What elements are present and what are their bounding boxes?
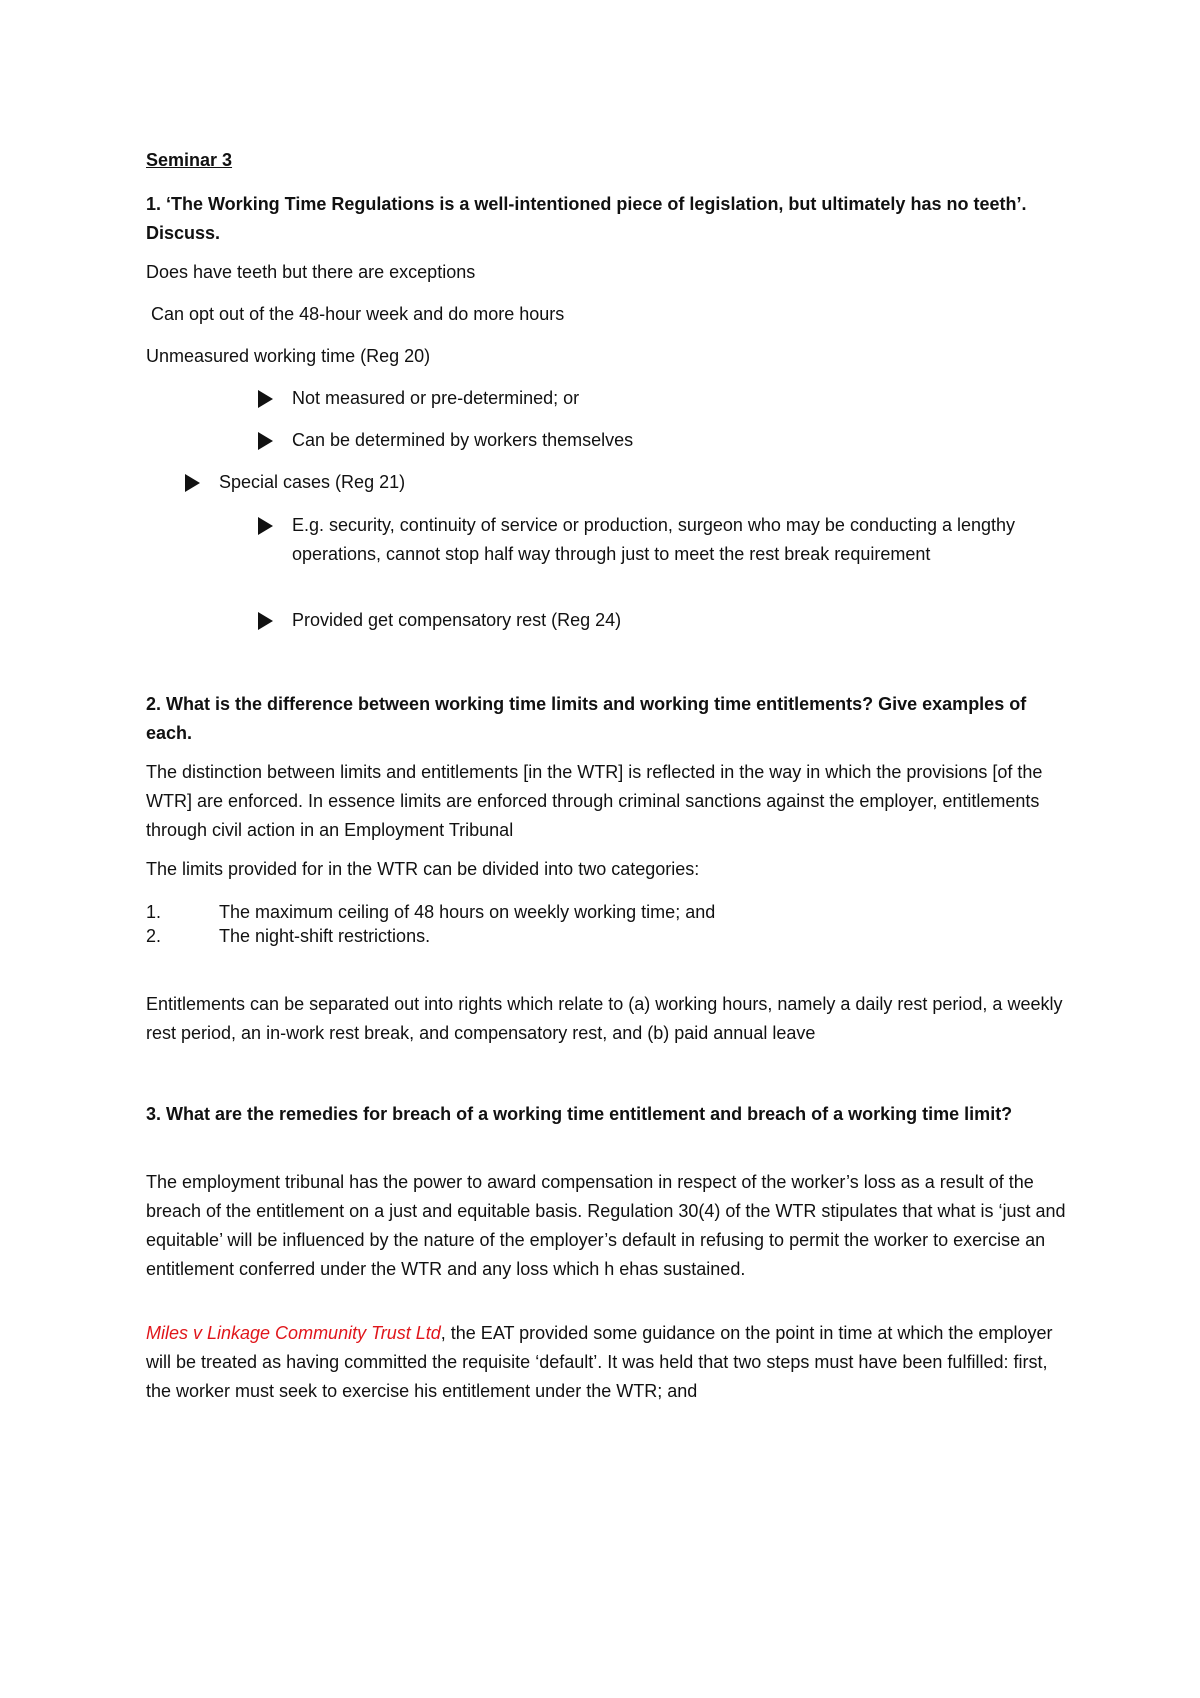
q3-paragraph-2 <box>146 1319 1076 1406</box>
list-item-text: The night-shift restrictions. <box>219 926 431 946</box>
list-item-text: Can be determined by workers themselves <box>292 430 634 450</box>
list-item-text: Not measured or pre-determined; or <box>292 388 580 408</box>
list-number: 2. <box>146 926 162 946</box>
page-title: Seminar 3 <box>146 150 233 170</box>
list-item-text: E.g. security, continuity of service or production, surgeon who may be conducting a lengthy operations, cannot stop half way through just to meet the rest break requirement <box>292 515 1016 564</box>
q3-paragraph-2-text: , the EAT provided some guidance on the point in time at which the employer will be treated as having committed the requisite ‘default’. It was held that two steps must have been fulfilled: first, the worker must seek to exercise his entitlement under the WTR; and <box>146 1323 1053 1401</box>
right-arrow-bullet-icon <box>258 517 273 535</box>
question-2-heading: 2. What is the difference between working time limits and working time entitlements? Give examples of each. <box>146 694 1027 743</box>
list-item-text: Provided get compensatory rest (Reg 24) <box>292 610 622 630</box>
q2-paragraph-2: The limits provided for in the WTR can be divided into two categories: <box>146 859 700 879</box>
special-cases-label: Special cases (Reg 21) <box>219 472 406 492</box>
right-arrow-bullet-icon <box>258 612 273 630</box>
list-item-text: The maximum ceiling of 48 hours on weekly working time; and <box>219 902 716 922</box>
list-number: 1. <box>146 902 162 922</box>
q1-answer-line-1: Does have teeth but there are exceptions <box>146 262 476 282</box>
case-name: Miles v Linkage Community Trust Ltd <box>146 1323 441 1343</box>
right-arrow-bullet-icon <box>258 390 273 408</box>
question-3-heading: 3. What are the remedies for breach of a working time entitlement and breach of a working time limit? <box>146 1104 1013 1124</box>
q1-answer-line-2: Can opt out of the 48-hour week and do more hours <box>146 304 565 324</box>
q3-paragraph-1: The employment tribunal has the power to award compensation in respect of the worker’s loss as a result of the breach of the entitlement on a just and equitable basis. Regulation 30(4) of the WTR stipulates that what is ‘just and equitable’ will be influenced by the nature of the employer’s default in refusing to permit the worker to exercise an entitlement conferred under the WTR and any loss which h ehas sustained. <box>146 1172 1066 1279</box>
question-1-heading: 1. ‘The Working Time Regulations is a well-intentioned piece of legislation, but ultimately has no teeth’. Discuss. <box>146 194 1027 243</box>
q2-paragraph-3: Entitlements can be separated out into rights which relate to (a) working hours, namely a daily rest period, a weekly rest period, an in-work rest break, and compensatory rest, and (b) paid annual leave <box>146 994 1063 1043</box>
right-arrow-bullet-icon <box>258 432 273 450</box>
q2-paragraph-1: The distinction between limits and entitlements [in the WTR] is reflected in the way in which the provisions [of the WTR] are enforced. In essence limits are enforced through criminal sanctions against the employer, entitlements through civil action in an Employment Tribunal <box>146 762 1043 840</box>
right-arrow-bullet-icon <box>185 474 200 492</box>
q1-unmeasured-heading: Unmeasured working time (Reg 20) <box>146 346 431 366</box>
